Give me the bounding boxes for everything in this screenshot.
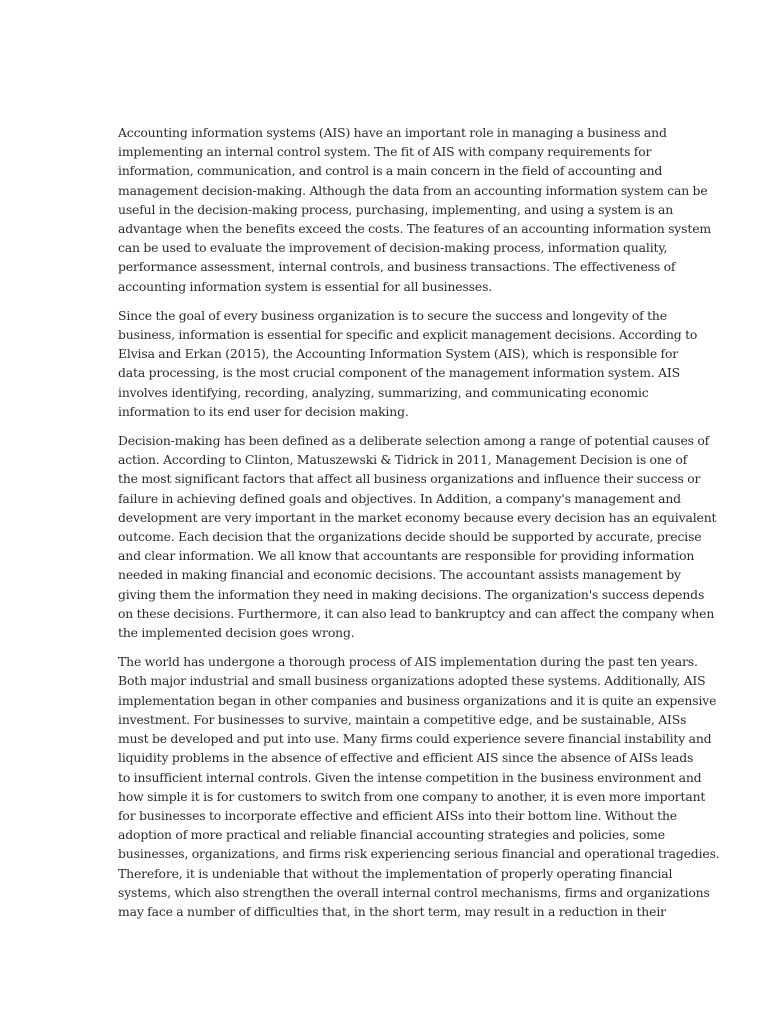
text-line: on these decisions. Furthermore, it can also lead to bankruptcy and can affect the company when [118,605,715,621]
text-line: Since the goal of every business organization is to secure the success and longevity of the [118,307,667,323]
text-line: giving them the information they need in making decisions. The organization's success depends [118,586,705,602]
paragraph-1 [118,123,711,296]
paragraph-2 [118,306,698,421]
text-line: systems, which also strengthen the overall internal control mechanisms, firms and organizations [118,884,710,900]
text-line: how simple it is for customers to switch from one company to another, it is even more important [118,788,706,804]
text-line: performance assessment, internal controls, and business transactions. The effectiveness of [118,259,676,275]
text-line: for businesses to incorporate effective and efficient AISs into their bottom line. Without the [118,807,677,823]
text-line: action. According to Clinton, Matuszewski & Tidrick in 2011, Management Decision is one of [118,452,688,468]
text-line: data processing, is the most crucial component of the management information system. AIS [118,365,680,381]
text-line: useful in the decision-making process, purchasing, implementing, and using a system is an [118,201,674,217]
text-line: Both major industrial and small business organizations adopted these systems. Additionally, AIS [118,673,706,689]
text-line: involves identifying, recording, analyzing, summarizing, and communicating economic [118,384,649,400]
text-line: management decision-making. Although the data from an accounting information system can be [118,182,708,198]
text-line: adoption of more practical and reliable financial accounting strategies and policies, some [118,827,665,843]
text-line: must be developed and put into use. Many firms could experience severe financial instability and [118,731,712,747]
text-line: Decision-making has been defined as a deliberate selection among a range of potential causes of [118,433,710,449]
text-line: outcome. Each decision that the organizations decide should be supported by accurate, precise [118,529,702,545]
text-line: advantage when the benefits exceed the costs. The features of an accounting information system [118,221,711,237]
text-line: and clear information. We all know that accountants are responsible for providing information [118,548,695,564]
text-line: the most significant factors that affect all business organizations and influence their success or [118,471,701,487]
text-line: Elvisa and Erkan (2015), the Accounting Information System (AIS), which is responsible for [118,346,679,362]
text-line: accounting information system is essential for all businesses. [118,278,493,294]
text-line: development are very important in the market economy because every decision has an equivalent [118,509,717,525]
paragraph-3 [118,431,717,642]
text-line: can be used to evaluate the improvement of decision-making process, information quality, [118,240,668,256]
text-line: businesses, organizations, and firms risk experiencing serious financial and operational tragedies. [118,846,720,862]
text-line: The world has undergone a thorough process of AIS implementation during the past ten years. [118,654,698,670]
text-line: implementing an internal control system. The fit of AIS with company requirements for [118,144,652,160]
text-line: liquidity problems in the absence of effective and efficient AIS since the absence of AISs leads [118,750,694,766]
text-line: investment. For businesses to survive, maintain a competitive edge, and be sustainable, AISs [118,711,687,727]
text-line: the implemented decision goes wrong. [118,625,355,641]
text-line: implementation began in other companies and business organizations and it is quite an expensive [118,692,717,708]
text-line: information, communication, and control is a main concern in the field of accounting and [118,163,663,179]
text-line: business, information is essential for specific and explicit management decisions. According to [118,327,698,343]
text-line: Accounting information systems (AIS) have an important role in managing a business and [118,125,667,140]
text-line: failure in achieving defined goals and objectives. In Addition, a company's management and [118,490,681,506]
paragraph-4 [118,652,720,921]
text-line: may face a number of difficulties that, in the short term, may result in a reduction in their [118,903,666,919]
text-line: Therefore, it is undeniable that without the implementation of properly operating financial [118,865,673,881]
document-body [118,123,720,931]
text-line: information to its end user for decision making. [118,403,409,419]
text-line: to insufficient internal controls. Given the intense competition in the business environment and [118,769,702,785]
text-line: needed in making financial and economic decisions. The accountant assists management by [118,567,681,583]
